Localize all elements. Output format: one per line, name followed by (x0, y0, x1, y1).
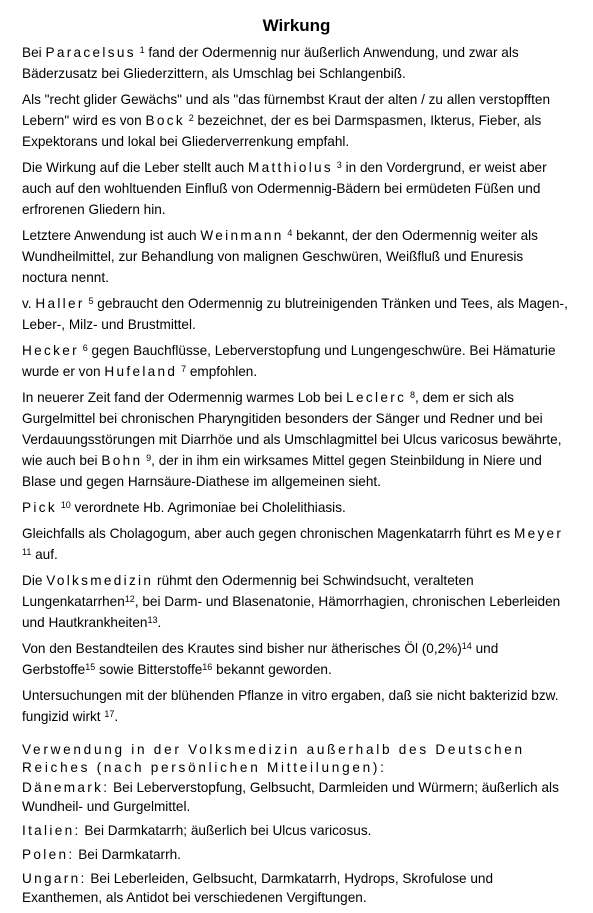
footnote-ref: 17 (104, 709, 115, 719)
paragraph-meyer (22, 523, 571, 565)
text: Untersuchungen mit der blühenden Pflanze in vitro ergaben, daß sie nicht bakterizid bzw. fungizid wirkt (22, 688, 559, 724)
text: , dem er sich als Gurgelmittel bei chronischen Pharyngitiden besonders der Sänger und Redner und bei Verdauungsstörungen mit Diarrhöe und als Umschlagmittel bei Ulcus varicosus bewährte, wie auch bei (22, 390, 562, 468)
footnote-ref: 13 (147, 615, 158, 625)
text: In neuerer Zeit fand der Odermennig warmes Lob bei (22, 390, 347, 405)
author-name: Matthiolus (247, 160, 334, 175)
paragraph-volksmedizin (22, 570, 571, 633)
usage-heading: Verwendung in der Volksmedizin außerhalb des Deutschen Reiches (nach persönlichen Mitteilungen): (22, 742, 525, 775)
paragraph-weinmann (22, 225, 571, 288)
footnote-ref: 6 (82, 343, 88, 353)
text: Die Wirkung auf die Leber stellt auch (22, 160, 248, 175)
author-name: Paracelsus (45, 45, 136, 60)
paragraph-untersuchungen (22, 685, 571, 727)
footnote-ref: 9 (146, 453, 152, 463)
country-entry-italy (22, 821, 571, 840)
text: . (114, 709, 119, 724)
country-text: Bei Leberverstopfung, Gelbsucht, Darmleiden und Würmern; äußerlich als Wundheil- und Gurgelmittel. (22, 780, 559, 814)
text: Letztere Anwendung ist auch (22, 228, 201, 243)
text: gebraucht den Odermennig zu blutreinigenden Tränken und Tees, als Magen-, Leber-, Milz- und Brustmittel. (22, 296, 568, 332)
country-name: Polen: (22, 847, 75, 862)
footnote-ref: 14 (461, 641, 472, 651)
footnote-ref: 11 (22, 547, 32, 557)
text: Von den Bestandteilen des Krautes sind bisher nur ätherisches Öl (0,2%) (22, 641, 462, 656)
footnote-ref: 5 (88, 296, 94, 306)
country-text: Bei Leberleiden, Gelbsucht, Darmkatarrh, Hydrops, Skrofulose und Exanthemen, als Antidot bei verschiedenen Vergiftungen. (22, 871, 494, 905)
footnote-ref: 4 (287, 228, 293, 238)
page-title: Wirkung (262, 16, 331, 35)
paragraph-bock (22, 89, 571, 152)
country-entry-denmark (22, 778, 571, 816)
paragraph-hecker (22, 340, 571, 382)
text: bekannt, der den Odermennig weiter als Wundheilmittel, zur Behandlung von malignen Geschwüren, Weißfluß und Enuresis noctura nennt. (22, 228, 538, 285)
paragraph-leclerc (22, 387, 571, 492)
text: und Gerbstoffe (22, 641, 499, 677)
author-name: Leclerc (346, 390, 407, 405)
country-text: Bei Darmkatarrh. (74, 847, 181, 862)
text: Die (22, 573, 47, 588)
paragraph-pick (22, 497, 571, 518)
country-name: Dänemark: (22, 780, 110, 795)
country-entry-poland (22, 845, 571, 864)
text: auf. (31, 547, 58, 562)
author-name: Hufeland (104, 364, 178, 379)
footnote-ref: 12 (124, 594, 135, 604)
footnote-ref: 3 (336, 160, 342, 170)
text: rühmt den Odermennig bei Schwindsucht, veralteten Lungenkatarrhen (22, 573, 474, 609)
footnote-ref: 10 (60, 500, 71, 510)
text: v. (22, 296, 36, 311)
footnote-ref: 2 (188, 113, 194, 123)
country-name: Italien: (22, 823, 81, 838)
text: Als "recht glider Gewächs" und als "das fürnembst Kraut der alten / zu allen verstopfften Lebern" wird es von (22, 92, 551, 128)
author-name: Pick (22, 500, 57, 515)
footnote-ref: 8 (409, 390, 415, 400)
emphasis-term: Volksmedizin (46, 573, 154, 588)
author-name: Weinmann (200, 228, 284, 243)
author-name: Hecker (22, 343, 79, 358)
footnote-ref: 7 (181, 364, 187, 374)
text: sowie Bitterstoffe (95, 662, 203, 677)
author-name: Haller (35, 296, 85, 311)
text: Gleichfalls als Cholagogum, aber auch gegen chronischen Magenkatarrh führt es (22, 526, 514, 541)
author-name: Bock (145, 113, 185, 128)
text: , der in ihm ein wirksames Mittel gegen Steinbildung in Niere und Blase und gegen Harnsäure-Diathese im allgemeinen sieht. (22, 453, 542, 489)
text: bezeichnet, der es bei Darmspasmen, Ikterus, Fieber, als Expektorans und lokal bei Gliederverrenkung empfahl. (22, 113, 542, 149)
footnote-ref: 1 (139, 45, 145, 55)
paragraph-haller (22, 293, 571, 335)
text: bekannt geworden. (212, 662, 332, 677)
paragraph-paracelsus (22, 42, 571, 84)
footnote-ref: 15 (85, 662, 96, 672)
paragraph-matthiolus (22, 157, 571, 220)
text: in den Vordergrund, er weist aber auch auf den wohltuenden Einfluß von Odermennig-Bädern bei ermüdeten Füßen und erfrorenen Gliedern hin. (22, 160, 547, 217)
text: fand der Odermennig nur äußerlich Anwendung, und zwar als Bäderzusatz bei Gliederzittern, als Umschlag bei Schlangenbiß. (22, 45, 519, 81)
country-name: Ungarn: (22, 871, 87, 886)
text: gegen Bauchflüsse, Leberverstopfung und Lungengeschwüre. Bei Hämaturie wurde er von (22, 343, 556, 379)
paragraph-bestandteile (22, 638, 571, 680)
text: empfohlen. (186, 364, 258, 379)
text: verordnete Hb. Agrimoniae bei Cholelithiasis. (70, 500, 346, 515)
text: . (157, 615, 162, 630)
country-text: Bei Darmkatarrh; äußerlich bei Ulcus varicosus. (80, 823, 372, 838)
footnote-ref: 16 (202, 662, 213, 672)
country-entry-hungary (22, 869, 571, 907)
text: Bei (22, 45, 46, 60)
author-name: Meyer (513, 526, 564, 541)
text: , bei Darm- und Blasenatonie, Hämorrhagien, chronischen Leberleiden und Hautkrankheiten (22, 594, 561, 630)
author-name: Bohn (101, 453, 143, 468)
